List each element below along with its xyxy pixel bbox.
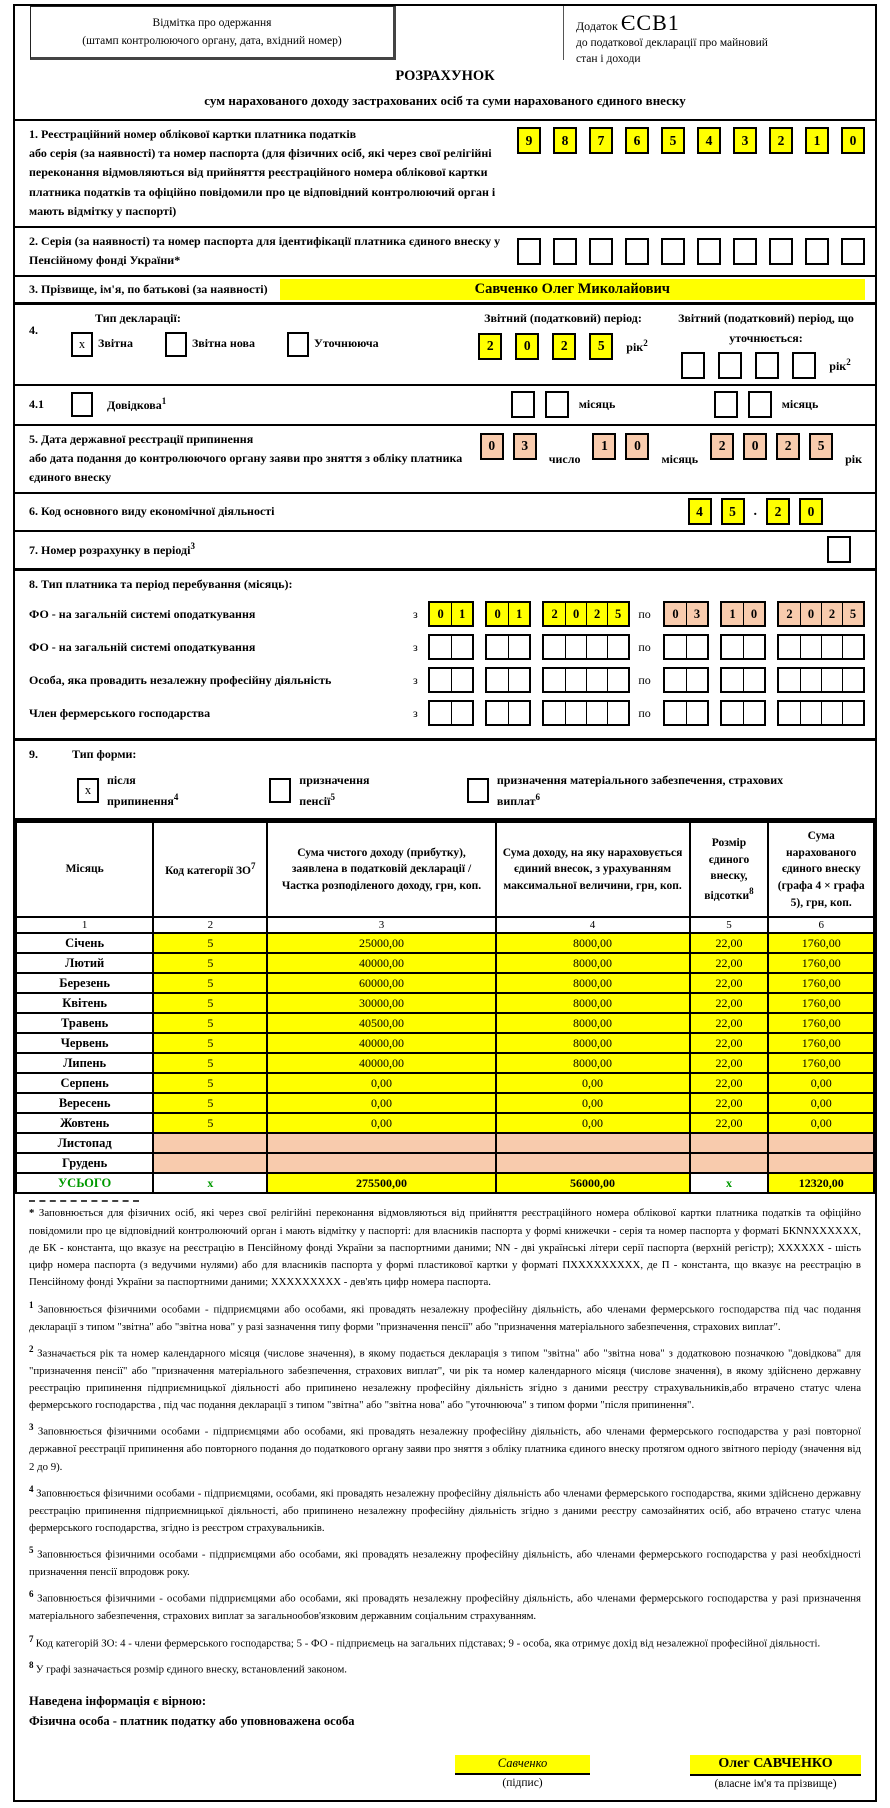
rate-cell[interactable]: х	[690, 1173, 769, 1193]
top-bar	[15, 6, 875, 65]
col-number: 2	[153, 917, 267, 933]
termination-month-digit[interactable]: 0	[625, 433, 649, 460]
code-cell[interactable]	[153, 1153, 267, 1173]
col-header-month: Місяць	[16, 822, 153, 917]
table-row	[16, 993, 874, 1013]
table-row	[16, 1173, 874, 1193]
table-row	[16, 953, 874, 973]
sum-cell[interactable]	[768, 1133, 874, 1153]
section-1-label: 1. Реєстраційний номер облікової картки платника податків	[29, 127, 357, 141]
col-number: 4	[496, 917, 690, 933]
termination-month-digit[interactable]: 1	[592, 433, 616, 460]
taxpayer-id-digit[interactable]: 8	[553, 127, 577, 154]
base-cell[interactable]: 8000,00	[496, 973, 690, 993]
rate-cell[interactable]: 22,00	[690, 933, 769, 953]
material-support-label: призначення матеріального забезпечення, страхових виплат$^6$	[496, 772, 784, 808]
footnote: $^8$ У графі зазначається розмір єдиного внеску, встановлений законом.	[29, 1660, 348, 1676]
section-2-label: 2. Серія (за наявності) та номер паспорта для ідентифікації платника єдиного внеску у Пенсійному фонді України*	[29, 233, 501, 268]
table-row	[16, 1093, 874, 1113]
full-name-field[interactable]: Савченко Олег Миколайович	[280, 279, 865, 300]
calc-number-box[interactable]	[827, 536, 851, 563]
base-cell[interactable]: 0,00	[496, 1093, 690, 1113]
period-to-month[interactable]	[720, 634, 766, 660]
col-header-rate: Розмір єдиного внеску, відсотки$^8$	[690, 822, 769, 917]
code-cell[interactable]: 5	[153, 1013, 267, 1033]
to-word: по	[638, 672, 651, 687]
col-header-base: Сума доходу, на яку нараховується єдиний внесок, з урахуванням максимальної величини, грн, коп.	[496, 822, 690, 917]
closing-block	[15, 1689, 875, 1800]
code-cell[interactable]: 5	[153, 1033, 267, 1053]
footnote-marker: 8	[29, 1660, 36, 1671]
period-to-day[interactable]	[663, 667, 709, 693]
period-from-day[interactable]: 0 1	[428, 601, 474, 627]
termination-year-digit[interactable]: 5	[809, 433, 833, 460]
form-title: РОЗРАХУНОК	[395, 68, 495, 84]
taxpayer-id-digit[interactable]: 4	[697, 127, 721, 154]
net-cell[interactable]: 40000,00	[267, 1053, 495, 1073]
clarified-period-label: Звітний (податковий) період, що уточнюється:	[678, 311, 854, 345]
taxpayer-id-digit[interactable]: 0	[841, 127, 865, 154]
col-number: 6	[768, 917, 874, 933]
declaration-type-label: Тип декларації:	[95, 311, 181, 326]
period-to-day[interactable]	[663, 634, 709, 660]
payer-period-row	[29, 667, 865, 693]
rate-cell[interactable]: 22,00	[690, 1033, 769, 1053]
from-word: з	[413, 705, 418, 720]
pension-assignment-label: призначення пенсії$^5$	[299, 772, 370, 808]
passport-digit-box[interactable]	[805, 238, 829, 265]
code-cell[interactable]: 5	[153, 1113, 267, 1133]
after-termination-label: після припинення$^4$	[107, 772, 179, 808]
month-cell: Травень	[16, 1013, 153, 1033]
taxpayer-id-digit[interactable]: 3	[733, 127, 757, 154]
year-suffix: рік$^2$	[626, 337, 648, 354]
signature-row	[29, 1755, 861, 1790]
rate-cell[interactable]: 22,00	[690, 1093, 769, 1113]
code-cell[interactable]: 5	[153, 1093, 267, 1113]
passport-digit-box[interactable]	[589, 238, 613, 265]
to-word: по	[638, 705, 651, 720]
base-cell[interactable]: 8000,00	[496, 953, 690, 973]
section-5-label: 5. Дата державної реєстрації припинення	[29, 431, 254, 446]
month-cell: Грудень	[16, 1153, 153, 1173]
footnote: $^2$ Зазначається рік та номер календарного місяця (числове значення), в якому подається декларація з типом "звітна" або "звітна нова" з додатковою позначкою "довідкова" для "призначення пенсії" або "призначення матеріального забезпечення, страхових виплат", чи рік та номер календарного місяця (числове значення), в якому здійснено державну реєстрацію припинення підприємницької діяльності або припинено незалежну професійну діяльність згідно з даними реєстру страхувальників,або втрачено статус члена фермерського господарства , під час подання декларації з типом "звітна" або "звітна нова" або "уточнююча" з типом форми "після припинення".	[29, 1343, 862, 1412]
section-2-passport	[15, 226, 875, 275]
month-word: місяць	[781, 396, 819, 411]
payer-period-row	[29, 700, 865, 726]
year-suffix: рік$^2$	[829, 356, 851, 373]
code-cell[interactable]: 5	[153, 993, 267, 1013]
month-cell: Березень	[16, 973, 153, 993]
month-cell: Жовтень	[16, 1113, 153, 1133]
sum-cell[interactable]: 1760,00	[768, 1053, 874, 1073]
section-3-label: 3. Прізвище, ім'я, по батькові (за наявності)	[29, 282, 268, 297]
from-word: з	[413, 606, 418, 621]
fullname-field[interactable]: Олег САВЧЕНКО	[690, 1755, 861, 1776]
footnote-marker: *	[29, 1207, 39, 1220]
section-6-label: 6. Код основного виду економічної діяльності	[29, 504, 275, 519]
table-row	[16, 973, 874, 993]
table-row	[16, 1033, 874, 1053]
code-cell[interactable]: 5	[153, 953, 267, 973]
period-to-year[interactable]	[777, 634, 865, 660]
kved-digit[interactable]: 0	[799, 498, 823, 525]
to-word: по	[638, 639, 651, 654]
table-row	[16, 1133, 874, 1153]
from-word: з	[413, 639, 418, 654]
net-cell[interactable]	[267, 1133, 495, 1153]
section-8-payer-type	[15, 568, 875, 738]
form-type-label: Тип форми:	[72, 747, 137, 762]
period-from-day[interactable]	[428, 700, 474, 726]
footnote-marker: 1	[29, 1299, 38, 1310]
period-from-year[interactable]	[542, 667, 630, 693]
code-cell[interactable]: 5	[153, 973, 267, 993]
sum-cell[interactable]: 1760,00	[768, 953, 874, 973]
section-5-termination-date	[15, 424, 875, 493]
income-table	[15, 821, 875, 1194]
col-number: 1	[16, 917, 153, 933]
signature-field[interactable]: Савченко	[455, 1755, 590, 1775]
base-cell[interactable]	[496, 1133, 690, 1153]
section-6-kved	[15, 492, 875, 530]
confirmation-statement: Наведена інформація є вірною:	[29, 1694, 207, 1709]
net-cell[interactable]: 275500,00	[267, 1173, 495, 1193]
appendix-subtitle-2: стан і доходи	[576, 52, 641, 65]
footnotes	[15, 1194, 875, 1689]
report-year-digit[interactable]: 2	[478, 333, 502, 360]
material-support-checkbox[interactable]	[467, 778, 489, 803]
payer-period-row	[29, 634, 865, 660]
table-row	[16, 1153, 874, 1173]
payer-type-label: ФО - на загальній системі оподаткування	[29, 639, 256, 654]
passport-digit-box[interactable]	[769, 238, 793, 265]
footnote-marker: 5	[29, 1545, 38, 1556]
section-4-1-number: 4.1	[29, 396, 44, 411]
footnote: * Заповнюється для фізичних осіб, які через свої релігійні переконання відмовляються від прийняття реєстраційного номера облікової картки платника податків та офіційно повідомили про це відповідний контролюючий орган і мають відмітку у паспорті: для власників паспорта у формі книжечки - серія та номер паспорта у форматі БКNNХХХХХХ, де БК - константа, що вказує на реєстрацію в Пенсійному фонді України за паспортними даними; NN - дві українські літери серії паспорта (верхній регістр); ХХХХХХ - шість цифр номера паспорта (з ведучими нулями) або для власників паспорта у формі пластикової картки у форматі ПХХХХХХХХХ, де П - константа, що вказує на реєстрацію в Пенсійному фонді України за паспортними даними; ХХХХХХХХХ - дев'ять цифр номера паспорта.	[29, 1207, 861, 1289]
income-table-wrap	[15, 818, 875, 1194]
from-word: з	[413, 672, 418, 687]
sum-cell[interactable]: 1760,00	[768, 933, 874, 953]
net-cell[interactable]: 60000,00	[267, 973, 495, 993]
appendix-title	[576, 10, 869, 36]
column-number-row	[16, 917, 874, 933]
section-8-label: 8. Тип платника та період перебування (місяць):	[29, 577, 293, 592]
net-cell[interactable]	[267, 1153, 495, 1173]
fullname-caption: (власне ім'я та прізвище)	[714, 1778, 837, 1791]
passport-digit-box[interactable]	[625, 238, 649, 265]
month-cell: Лютий	[16, 953, 153, 973]
month-cell: Січень	[16, 933, 153, 953]
termination-year-digit[interactable]: 0	[743, 433, 767, 460]
table-row	[16, 1013, 874, 1033]
footnote-marker: 3	[29, 1422, 38, 1433]
month-word: місяць	[661, 452, 699, 467]
title-block	[15, 60, 875, 119]
sum-cell[interactable]: 1760,00	[768, 1033, 874, 1053]
period-from-day[interactable]	[428, 634, 474, 660]
taxpayer-id-digit[interactable]: 6	[625, 127, 649, 154]
day-word: число	[548, 452, 581, 467]
footnote-separator	[29, 1200, 139, 1202]
passport-number-boxes	[517, 238, 865, 265]
passport-digit-box[interactable]	[553, 238, 577, 265]
period-from-year[interactable]	[542, 634, 630, 660]
period-to-day[interactable]	[663, 700, 709, 726]
period-from-month[interactable]	[485, 667, 531, 693]
year-word: рік	[845, 452, 862, 467]
col-header-contribution: Сума нарахованого єдиного внеску (графа 4 × графа 5), грн, коп.	[768, 822, 874, 917]
base-cell[interactable]: 8000,00	[496, 993, 690, 1013]
clarified-year-digit-box[interactable]	[718, 352, 742, 379]
col-header-category: Код категорії $ЗО^7$	[153, 822, 267, 917]
month-digit-box[interactable]	[545, 391, 569, 418]
month-cell: Вересень	[16, 1093, 153, 1113]
base-cell[interactable]: 0,00	[496, 1113, 690, 1133]
sum-cell[interactable]: 0,00	[768, 1093, 874, 1113]
period-from-month[interactable]: 0 1	[485, 601, 531, 627]
base-cell[interactable]: 8000,00	[496, 1053, 690, 1073]
rate-cell[interactable]: 22,00	[690, 1073, 769, 1093]
month-word: місяць	[578, 396, 616, 411]
receipt-line2: (штамп контролюючого органу, дата, вхідний номер)	[82, 35, 342, 47]
taxpayer-id-digits	[517, 125, 865, 221]
payer-period-row	[29, 601, 865, 627]
termination-day-digit[interactable]: 3	[513, 433, 537, 460]
month-cell: Квітень	[16, 993, 153, 1013]
net-cell[interactable]: 40500,00	[267, 1013, 495, 1033]
sum-cell[interactable]: 1760,00	[768, 993, 874, 1013]
kved-digit[interactable]: 4	[688, 498, 712, 525]
sum-cell[interactable]: 0,00	[768, 1073, 874, 1093]
net-cell[interactable]: 0,00	[267, 1113, 495, 1133]
rate-cell[interactable]: 22,00	[690, 973, 769, 993]
period-from-year[interactable]: 2 0 2 5	[542, 601, 630, 627]
sum-cell[interactable]: 0,00	[768, 1113, 874, 1133]
section-9-form-type	[15, 738, 875, 818]
sum-cell[interactable]	[768, 1153, 874, 1173]
passport-digit-box[interactable]	[661, 238, 685, 265]
rate-cell[interactable]	[690, 1133, 769, 1153]
table-row	[16, 1073, 874, 1093]
month-cell: Червень	[16, 1033, 153, 1053]
base-cell[interactable]: 56000,00	[496, 1173, 690, 1193]
footnote-marker: 2	[29, 1343, 38, 1354]
base-cell[interactable]: 8000,00	[496, 1013, 690, 1033]
table-row	[16, 1113, 874, 1133]
sum-cell[interactable]: 12320,00	[768, 1173, 874, 1193]
base-cell[interactable]: 8000,00	[496, 1033, 690, 1053]
termination-day-digit[interactable]: 0	[480, 433, 504, 460]
month-cell: Листопад	[16, 1133, 153, 1153]
net-cell[interactable]: 0,00	[267, 1073, 495, 1093]
form-subtitle: сум нарахованого доходу застрахованих осіб та суми нарахованого єдиного внеску	[204, 93, 686, 108]
rate-cell[interactable]: 22,00	[690, 953, 769, 973]
month-cell: УСЬОГО	[16, 1173, 153, 1193]
report-period-label: Звітний (податковий) період:	[484, 311, 642, 326]
clarified-year-digit-box[interactable]	[755, 352, 779, 379]
month-digit-box[interactable]	[714, 391, 738, 418]
period-from-day[interactable]	[428, 667, 474, 693]
rate-cell[interactable]: 22,00	[690, 993, 769, 1013]
footnote: $^3$ Заповнюється фізичними особами - підприємцями або особами, які провадять незалежну професійну діяльність, або членами фермерського господарства у разі повторної державної реєстрації припинення або повторного подання до податкового органу заяви про зняття з обліку платника єдиного внеску протягом одного звітного періоду (значення від 2 до 9).	[29, 1422, 861, 1473]
section-1-label-continued: або серія (за наявності) та номер паспорта (для фізичних осіб, які через свої релігійні переконання відмовляються від прийняття реєстраційного номера облікової картки платника податків та офіційно повідомили про це відповідний контролюючий орган і мають відмітку у паспорті)	[29, 146, 496, 218]
footnote-marker: 7	[29, 1633, 36, 1644]
section-3-full-name	[15, 275, 875, 302]
clarified-year-digit-box[interactable]	[792, 352, 816, 379]
decl-type-zvitna-nova-checkbox[interactable]	[165, 332, 187, 357]
receipt-line1: Відмітка про одержання	[152, 16, 272, 29]
period-from-month[interactable]	[485, 700, 531, 726]
table-header-row	[16, 822, 874, 917]
period-to-month[interactable]	[720, 700, 766, 726]
decl-type-zvitna-checkbox[interactable]: х	[71, 332, 93, 357]
footnote: $^6$ Заповнюється фізичними - особами підприємцями або особами, які провадять незалежну професійну діяльність, або членами фермерського господарства у разі призначення матеріального забезпечення, страхових виплат за загальнообов'язковим державним соціальним страхуванням.	[29, 1589, 861, 1623]
dovidkova-label: Довідкова$^1$	[107, 395, 167, 412]
col-number: 5	[690, 917, 769, 933]
decl-type-zvitna-nova-label: Звітна нова	[191, 336, 256, 351]
section-5-label-continued: або дата подання до контролюючого органу заяви про зняття з обліку платника єдиного внеску	[29, 450, 463, 485]
period-from-year[interactable]	[542, 700, 630, 726]
payer-type-label: Особа, яка провадить незалежну професійну діяльність	[29, 672, 332, 687]
code-cell[interactable]: 5	[153, 933, 267, 953]
code-cell[interactable]	[153, 1133, 267, 1153]
period-to-month[interactable]	[720, 667, 766, 693]
report-year-digit[interactable]: 0	[515, 333, 539, 360]
passport-digit-box[interactable]	[733, 238, 757, 265]
net-cell[interactable]: 40000,00	[267, 953, 495, 973]
month-digit-box[interactable]	[748, 391, 772, 418]
pension-assignment-checkbox[interactable]	[269, 778, 291, 803]
appendix-subtitle-1: до податкової декларації про майновий	[576, 37, 768, 49]
report-year-digit[interactable]: 5	[589, 333, 613, 360]
base-cell[interactable]: 0,00	[496, 1073, 690, 1093]
payer-type-label: ФО - на загальній системі оподаткування	[29, 606, 256, 621]
signature-caption: (підпис)	[502, 1777, 543, 1790]
to-word: по	[638, 606, 651, 621]
form-border	[13, 4, 877, 1802]
kved-digit[interactable]: 5	[721, 498, 745, 525]
taxpayer-id-digit[interactable]: 2	[769, 127, 793, 154]
dovidkova-checkbox[interactable]	[71, 392, 93, 417]
report-year-digit[interactable]: 2	[552, 333, 576, 360]
base-cell[interactable]	[496, 1153, 690, 1173]
month-digit-box[interactable]	[511, 391, 535, 418]
code-cell[interactable]: 5	[153, 1073, 267, 1093]
month-cell: Серпень	[16, 1073, 153, 1093]
footnote-marker: 4	[29, 1483, 37, 1494]
section-1-tax-number	[15, 119, 875, 226]
footnote: $^4$ Заповнюється фізичними особами - підприємцями, особами, які провадять незалежну професійну діяльність або членами фермерського господарства, якими здійснено державну реєстрацію припинення підприємницької діяльності, або припинено незалежну професійну діяльність згідно з даними реєстру самозайнятих осіб, або втрачено статус члена фермерського господарства, згідно із реєстром страхувальників.	[29, 1483, 862, 1534]
month-cell: Липень	[16, 1053, 153, 1073]
sum-cell[interactable]: 1760,00	[768, 1013, 874, 1033]
kved-separator-dot: .	[753, 503, 757, 519]
rate-cell[interactable]: 22,00	[690, 1013, 769, 1033]
footnote: $^7$ Код категорій ЗО: 4 - члени фермерського господарства; 5 - ФО - підприємець на загальних підставах; 9 - особа, яка отримує дохід від незалежної професійної діяльності.	[29, 1633, 821, 1650]
col-header-net-income: Сума чистого доходу (прибутку), заявлена в податковій декларації / Частка розподіленого доходу, грн, коп.	[267, 822, 495, 917]
period-to-month[interactable]: 1 0	[720, 601, 766, 627]
passport-digit-box[interactable]	[841, 238, 865, 265]
period-to-day[interactable]: 0 3	[663, 601, 709, 627]
sum-cell[interactable]: 1760,00	[768, 973, 874, 993]
appendix-code: ЄСВ1	[620, 10, 680, 35]
footnote-marker: 6	[29, 1589, 38, 1600]
section-9-number: 9.	[29, 747, 38, 762]
taxpayer-id-digit[interactable]: 9	[517, 127, 541, 154]
termination-year-digit[interactable]: 2	[776, 433, 800, 460]
period-from-month[interactable]	[485, 634, 531, 660]
net-cell[interactable]: 40000,00	[267, 1033, 495, 1053]
code-cell[interactable]: х	[153, 1173, 267, 1193]
net-cell[interactable]: 25000,00	[267, 933, 495, 953]
after-termination-checkbox[interactable]: х	[77, 778, 99, 803]
person-role-label: Фізична особа - платник податку або уповноважена особа	[29, 1714, 355, 1729]
rate-cell[interactable]: 22,00	[690, 1113, 769, 1133]
section-4-number: 4.	[29, 323, 38, 338]
col-number: 3	[267, 917, 495, 933]
period-to-year[interactable]	[777, 700, 865, 726]
period-to-year[interactable]	[777, 667, 865, 693]
code-cell[interactable]: 5	[153, 1053, 267, 1073]
section-7-calc-number	[15, 530, 875, 568]
appendix-word: Додаток	[576, 19, 618, 33]
months-table-body	[16, 933, 874, 1193]
taxpayer-id-digit[interactable]: 7	[589, 127, 613, 154]
decl-type-utochnyuyucha-label: Уточнююча	[314, 336, 379, 351]
taxpayer-id-digit[interactable]: 1	[805, 127, 829, 154]
net-cell[interactable]: 30000,00	[267, 993, 495, 1013]
section-4-1-dovidkova	[15, 384, 875, 424]
kved-digit[interactable]: 2	[766, 498, 790, 525]
appendix-block	[563, 6, 875, 65]
decl-type-zvitna-label: Звітна	[98, 336, 133, 351]
period-to-year[interactable]: 2 0 2 5	[777, 601, 865, 627]
passport-digit-box[interactable]	[517, 238, 541, 265]
taxpayer-id-digit[interactable]: 5	[661, 127, 685, 154]
section-7-label: 7. Номер розрахунку в періоді$^3$	[29, 541, 195, 558]
rate-cell[interactable]: 22,00	[690, 1053, 769, 1073]
rate-cell[interactable]	[690, 1153, 769, 1173]
payer-type-label: Член фермерського господарства	[29, 705, 211, 720]
net-cell[interactable]: 0,00	[267, 1093, 495, 1113]
passport-digit-box[interactable]	[697, 238, 721, 265]
table-row	[16, 933, 874, 953]
base-cell[interactable]: 8000,00	[496, 933, 690, 953]
decl-type-utochnyuyucha-checkbox[interactable]	[287, 332, 309, 357]
table-row	[16, 1053, 874, 1073]
footnote: $^1$ Заповнюється фізичними особами - підприємцями або особами, які провадять незалежну професійну діяльність, або членами фермерського господарства під час подання декларації з типом "звітна" або "звітна нова" у разі зазначення типу форми "призначення пенсії" або "призначення матеріального забезпечення, страхових виплат".	[29, 1299, 862, 1333]
clarified-year-digit-box[interactable]	[681, 352, 705, 379]
termination-year-digit[interactable]: 2	[710, 433, 734, 460]
receipt-stamp-box	[30, 6, 396, 60]
footnote: $^5$ Заповнюється фізичними особами - підприємцями або особами, які провадять незалежну професійну діяльність, або членами фермерського господарства у разі необхідності призначення пенсії впродовж року.	[29, 1545, 862, 1579]
section-4-declaration-type	[15, 302, 875, 383]
